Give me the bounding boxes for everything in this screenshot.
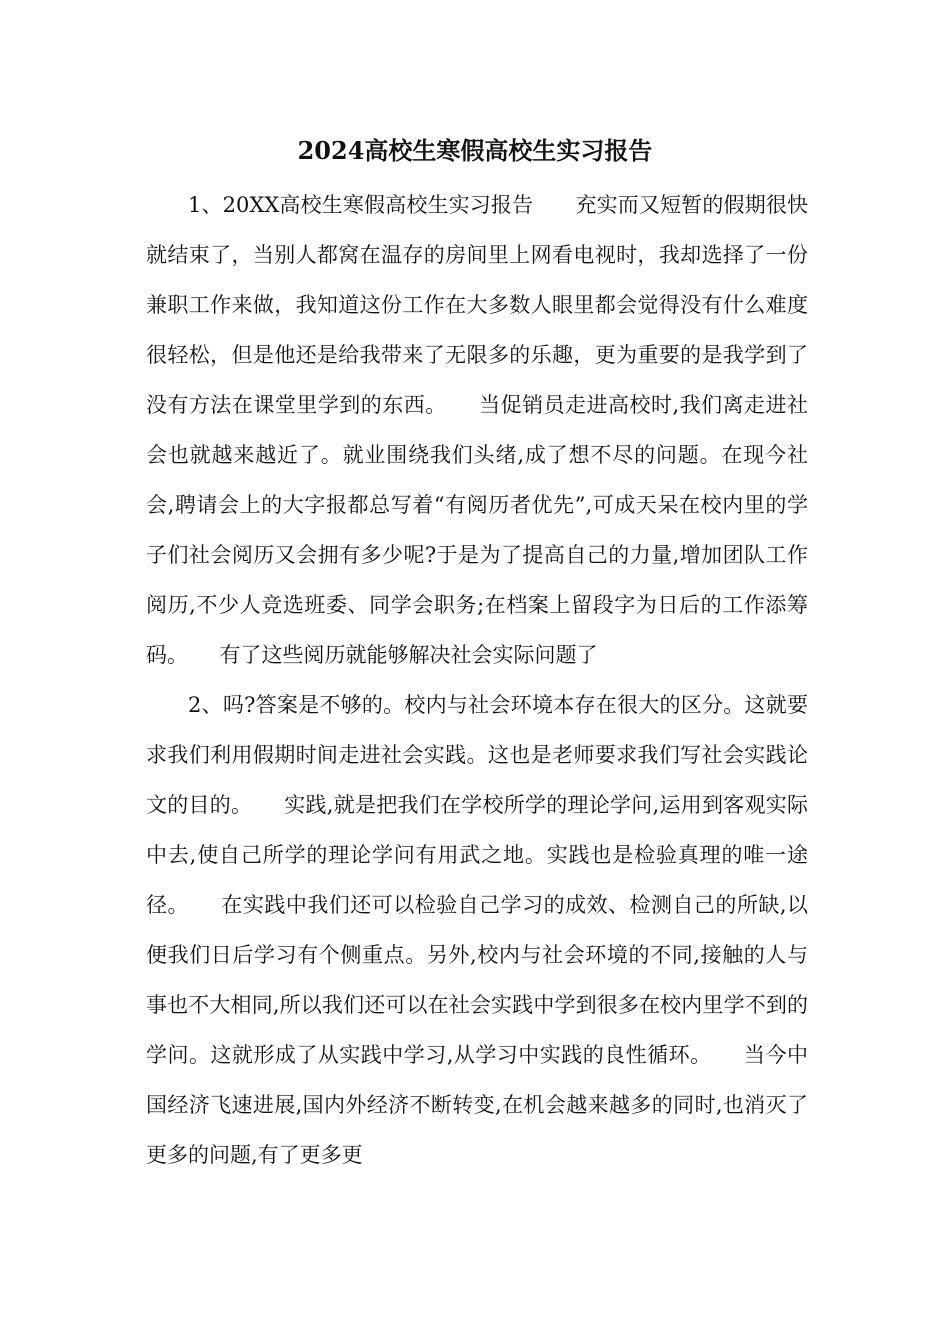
paragraph-2: 2、吗?答案是不够的。校内与社会环境本存在很大的区分。这就要求我们利用假期时间走进社会实践。这也是老师要求我们写社会实践论文的目的。 实践,就是把我们在学校所学的理论学问,运用到客观实际中去,使自己所学的理论学问有用武之地。实践也是检验真理的唯一途径。 在实践中我们还可以检验自己学习的成效、检测自己的所缺,以便我们日后学习有个侧重点。另外,校内与社会环境的不同,接触的人与事也不大相同,所以我们还可以在社会实践中学到很多在校内里学不到的学问。这就形成了从实践中学习,从学习中实践的良性循环。 当今中国经济飞速进展,国内外经济不断转变,在机会越来越多的同时,也消灭了更多的问题,有了更多更 xyxy=(146,693,808,1167)
paragraph-1: 1、20XX高校生寒假高校生实习报告 充实而又短暂的假期很快就结束了，当别人都窝在温存的房间里上网看电视时，我却选择了一份兼职工作来做，我知道这份工作在大多数人眼里都会觉得没有什么难度很轻松，但是他还是给我带来了无限多的乐趣，更为重要的是我学到了没有方法在课堂里学到的东西。 当促销员走进高校时,我们离走进社会也就越来越近了。就业围绕我们头绪,成了想不尽的问题。在现今社会,聘请会上的大字报都总写着“有阅历者优先”,可成天呆在校内里的学子们社会阅历又会拥有多少呢?于是为了提高自己的力量,增加团队工作阅历,不少人竞选班委、同学会职务;在档案上留段字为日后的工作添筹码。 有了这些阅历就能够解决社会实际问题了 xyxy=(146,193,808,667)
document-title: 2024高校生寒假高校生实习报告 xyxy=(297,136,653,165)
document-body xyxy=(146,180,808,1180)
